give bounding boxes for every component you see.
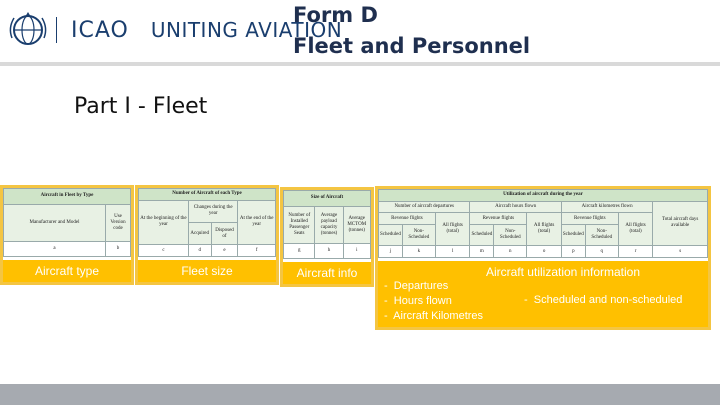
column-header: Scheduled: [379, 224, 403, 246]
column-header: All flights (total): [435, 213, 470, 246]
column-header: Scheduled: [561, 224, 585, 246]
column-group: Aircraft hours flown: [470, 201, 561, 213]
column-code: r: [618, 246, 653, 258]
column-code: p: [561, 246, 585, 258]
column-group: Revenue flights: [561, 213, 618, 225]
icao-wordmark: ICAO: [71, 17, 129, 43]
utilization-caption-title: Aircraft utilization information: [485, 265, 641, 279]
column-header: Non-Scheduled: [494, 224, 527, 246]
column-code: j: [379, 246, 403, 258]
column-code: n: [494, 246, 527, 258]
fleet-size-table: [138, 188, 276, 257]
title-line-2: Fleet and Personnel: [293, 34, 531, 58]
aircraft-type-table: [3, 188, 131, 257]
caption-utilization: [378, 261, 708, 327]
utilization-bullet-list: [384, 279, 483, 324]
caption-fleet-size: Fleet size: [138, 260, 276, 282]
header-bar: [0, 0, 720, 62]
table-header: Number of Aircraft of each Type: [139, 189, 276, 201]
column-group: Number of aircraft departures: [379, 201, 470, 213]
column-header: Average payload capacity (tonnes): [315, 206, 343, 243]
list-item: - Hours flown: [384, 295, 452, 307]
footer-bar: [0, 384, 720, 405]
aircraft-info-table: [283, 190, 371, 259]
column-code: k: [402, 246, 435, 258]
caption-aircraft-info: Aircraft info: [283, 262, 371, 284]
column-code: g: [284, 243, 315, 259]
tagline: UNITING AVIATION: [150, 18, 343, 42]
column-header: Non-Scheduled: [402, 224, 435, 246]
column-code: i: [343, 243, 370, 259]
column-group: Revenue flights: [470, 213, 527, 225]
column-header: At the end of the year: [238, 200, 276, 244]
column-header: Number of Installed Passenger Seats: [284, 206, 315, 243]
utilization-table: [378, 189, 708, 258]
column-code: s: [653, 246, 708, 258]
column-group: Revenue flights: [379, 213, 436, 225]
column-code: h: [315, 243, 343, 259]
utilization-note: - Scheduled and non-scheduled: [524, 294, 683, 306]
section-title: Part I - Fleet: [74, 94, 208, 119]
column-header: Use Version code: [106, 204, 131, 241]
column-header: All flights (total): [618, 213, 653, 246]
icao-emblem-icon: [6, 8, 50, 52]
column-header: Total aircraft days available: [653, 201, 708, 246]
page-title: [293, 0, 530, 62]
column-header: Average MCTOM (tonnes): [343, 206, 370, 243]
column-code: b: [106, 241, 131, 257]
table-header: Utilization of aircraft during the year: [379, 190, 708, 202]
column-code: m: [470, 246, 494, 258]
column-code: f: [238, 245, 276, 257]
column-header: Manufacturer and Model: [4, 204, 106, 241]
column-header: All flights (total): [527, 213, 562, 246]
column-code: l: [435, 246, 470, 258]
column-header: Non-Scheduled: [585, 224, 618, 246]
column-group: Changes during the year: [188, 200, 238, 222]
title-line-1: Form D: [293, 3, 378, 27]
column-code: c: [139, 245, 189, 257]
icao-logo: [6, 8, 342, 52]
column-code: q: [585, 246, 618, 258]
column-code: e: [211, 245, 238, 257]
list-item: - Departures: [384, 280, 449, 292]
header-divider: [0, 62, 720, 66]
table-header: Size of Aircraft: [284, 191, 371, 207]
column-header: Scheduled: [470, 224, 494, 246]
caption-aircraft-type: Aircraft type: [3, 260, 131, 282]
column-code: d: [188, 245, 211, 257]
column-code: o: [527, 246, 562, 258]
column-header: Disposed of: [211, 222, 238, 244]
list-item: - Aircraft Kilometres: [384, 310, 484, 322]
column-code: a: [4, 241, 106, 257]
column-header: At the beginning of the year: [139, 200, 189, 244]
column-header: Acquired: [188, 222, 211, 244]
logo-separator: [56, 17, 57, 43]
column-group: Aircraft kilometres flown: [561, 201, 652, 213]
table-header: Aircraft in Fleet by Type: [4, 189, 131, 205]
